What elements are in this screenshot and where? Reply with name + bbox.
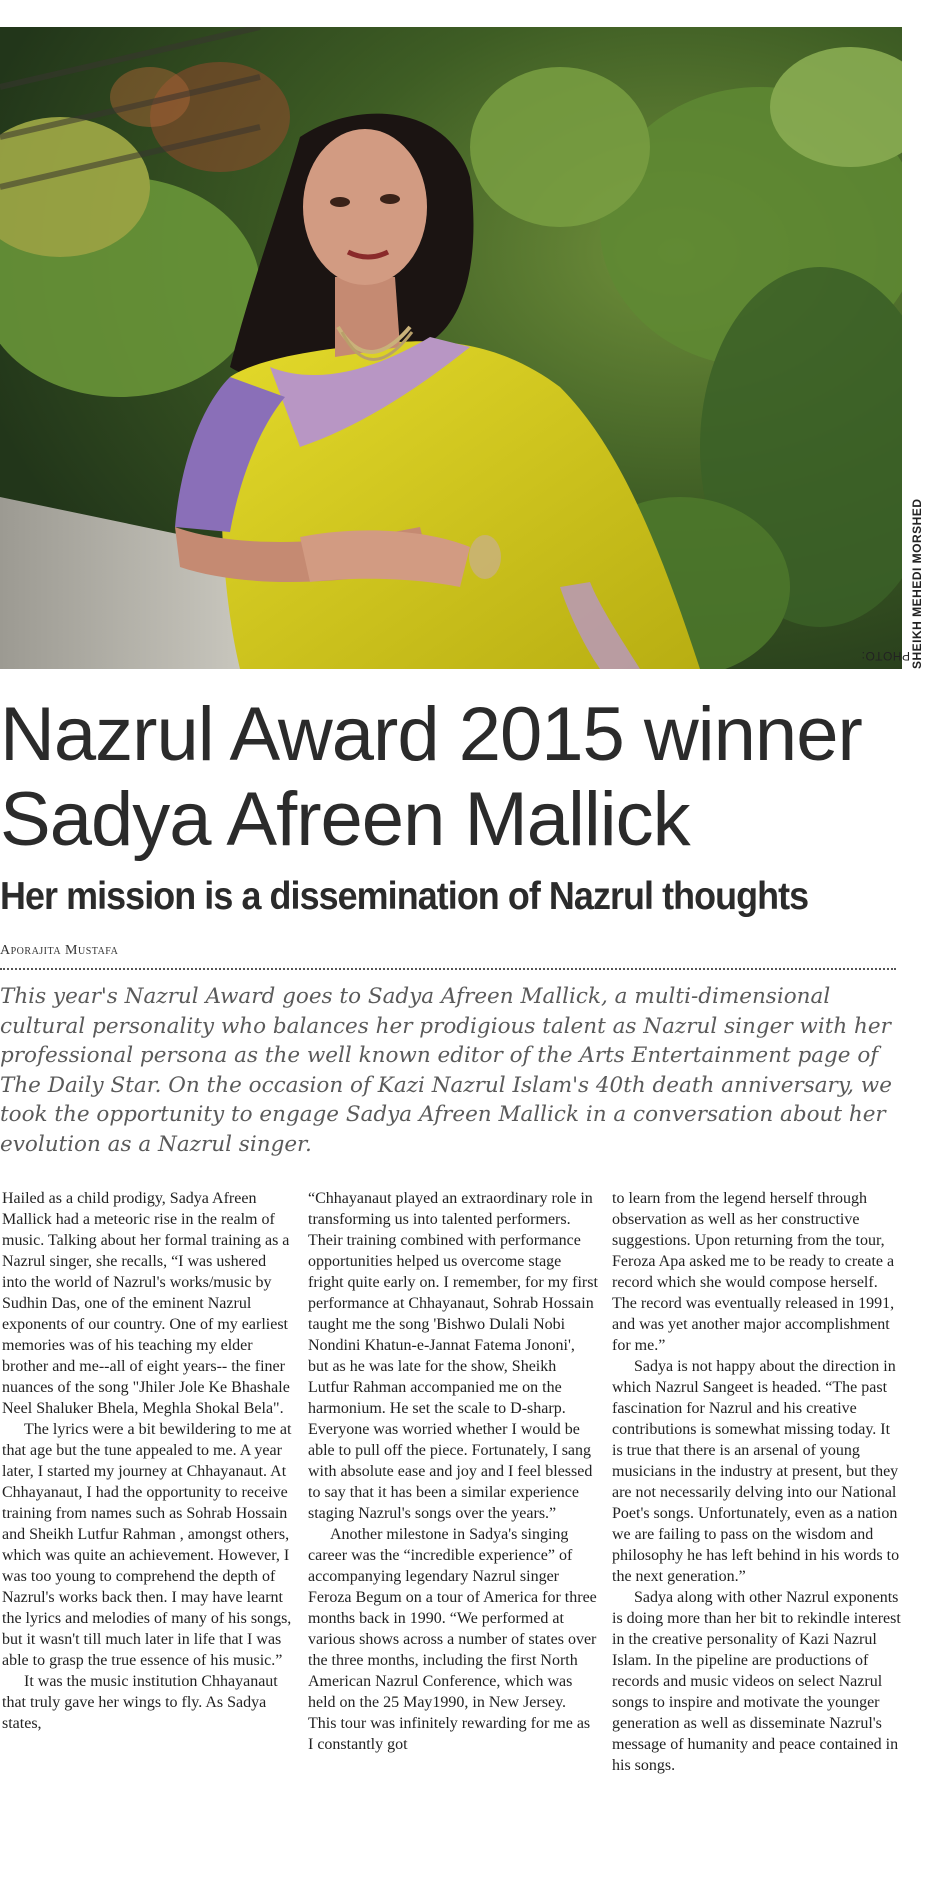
photo-credit-name: SHEIKH MEHEDI MORSHED — [910, 498, 924, 669]
body-column-3 — [612, 1188, 902, 1776]
portrait-photo — [0, 27, 902, 669]
headline — [0, 692, 920, 862]
dotted-divider — [0, 968, 896, 970]
body-paragraph: Another milestone in Sadya's singing career was the “incredible experience” of accompanying legendary Nazrul singer Feroza Begum on a tour of America for three months back in 1990. “We performed at various shows across a number of states over the three months, including the first North American Nazrul Conference, which was held on the 25 May1990, in New Jersey. This tour was infinitely rewarding for me as I constantly got — [308, 1526, 597, 1753]
body-paragraph: Hailed as a child prodigy, Sadya Afreen Mallick had a meteoric rise in the realm of music. Talking about her formal training as a Nazrul singer, she recalls, “I was ushered into the world of Nazrul's works/music by Sudhin Das, one of the eminent Nazrul exponents of our country. One of my earliest memories was of his teaching my elder brother and me--all of eight years-- the finer nuances of the song "Jhiler Jole Ke Bhashale Neel Shaluker Bhela, Meghla Shokal Bela". — [2, 1190, 290, 1417]
body-paragraph: Sadya is not happy about the direction in which Nazrul Sangeet is headed. “The past fascination for Nazrul and his creative contributions is somewhat missing today. It is true that there is an arsenal of young musicians in the industry at present, but they are not necessarily delving into our National Poet's songs. Unfortunately, even as a nation we are failing to pass on the wisdom and philosophy he has left behind in his words to the next generation.” — [612, 1358, 900, 1585]
intro-paragraph: This year's Nazrul Award goes to Sadya Afreen Mallick, a multi-dimensional cultural personality who balances her prodigious talent as Nazrul singer with her professional persona as the well known editor of the Arts Entertainment page of The Daily Star. On the occasion of Kazi Nazrul Islam's 40th death anniversary, we took the opportunity to engage Sadya Afreen Mallick in a conversation about her evolution as a Nazrul singer. — [0, 984, 892, 1157]
body-paragraph: “Chhayanaut played an extraordinary role in transforming us into talented performers. Their training combined with performance opportunities helped us overcome stage fright quite early on. I remember, for my first performance at Chhayanaut, Sohrab Hossain taught me the song 'Bishwo Dulali Nobi Nondini Khatun-e-Jannat Fatema Jononi', but as he was late for the show, Sheikh Lutfur Rahman accompanied me on the harmonium. He set the scale to D-sharp. Everyone was worried whether I would be able to pull off the piece. Fortunately, I sang with absolute ease and joy and I feel blessed to say that it has been a similar experience staging Nazrul's songs over the years.” — [308, 1190, 598, 1522]
body-paragraph: to learn from the legend herself through observation as well as her constructive suggestions. Upon returning from the tour, Feroza Apa asked me to be ready to create a record which she would compose herself. The record was eventually released in 1991, and was yet another major accomplishment for me.” — [612, 1190, 895, 1354]
body-paragraph: Sadya along with other Nazrul exponents is doing more than her bit to rekindle interest in the creative personality of Kazi Nazrul Islam. In the pipeline are productions of records and music videos on select Nazrul songs to inspire and motivate the younger generation as well as disseminate Nazrul's message of humanity and peace contained in his songs. — [612, 1589, 901, 1774]
body-paragraph: The lyrics were a bit bewildering to me at that age but the tune appealed to me. A year later, I started my journey at Chhayanaut. At Chhayanaut, I had the opportunity to receive training from names such as Sohrab Hossain and Sheikh Lutfur Rahman , amongst others, which was quite an achievement. However, I was too young to comprehend the depth of Nazrul's works back then. I may have learnt the lyrics and melodies of many of his songs, but it wasn't till much later in life that I was able to grasp the true essence of his music.” — [2, 1421, 292, 1669]
headline-line-2: Sadya Afreen Mallick — [0, 777, 690, 862]
body-column-2 — [308, 1188, 598, 1755]
byline: Aporajita Mustafa — [0, 943, 119, 958]
headline-line-1: Nazrul Award 2015 winner — [0, 692, 862, 777]
body-column-1 — [2, 1188, 292, 1734]
body-paragraph: It was the music institution Chhayanaut that truly gave her wings to fly. As Sadya states, — [2, 1673, 278, 1732]
portrait-illustration — [0, 27, 902, 669]
photo-credit-prefix: PHOTO: — [861, 649, 910, 663]
subheadline: Her mission is a dissemination of Nazrul thoughts — [0, 875, 809, 918]
